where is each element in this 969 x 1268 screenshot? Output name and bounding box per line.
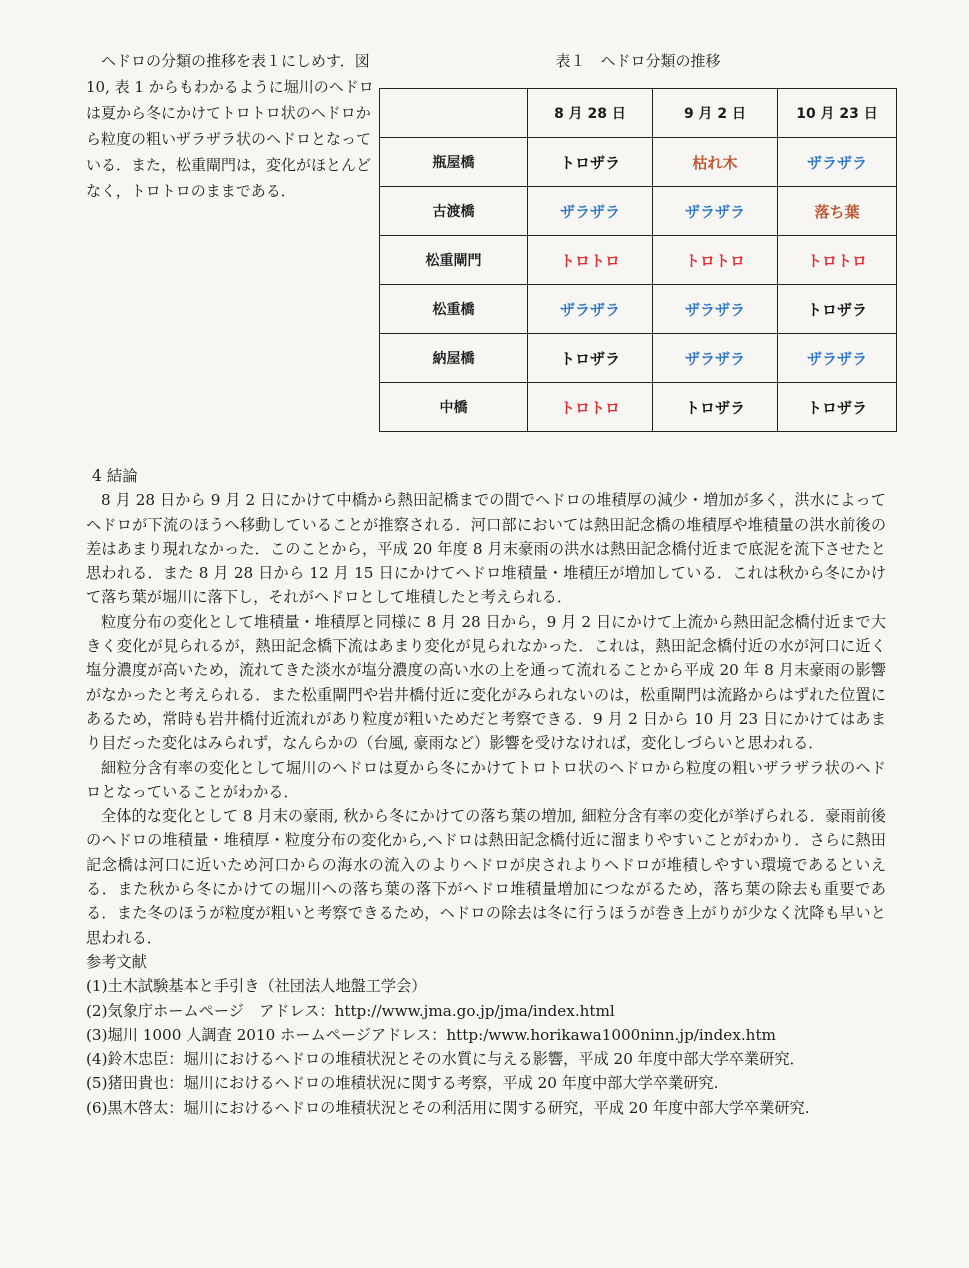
reference-item: (2)気象庁ホームページ アドレス：http://www.jma.go.jp/jma/index.html — [86, 1001, 615, 1020]
body-paragraph: 粒度分布の変化として堆積量・堆積厚と同様に 8 月 28 日から，9 月 2 日にかけて上流から熱田記念橋付近まで大きく変化が見られるが，熱田記念橋下流はあまり変化が見られなかった．これは，熱田記念橋付近の水が河口に近く塩分濃度が高いため，流れてきた淡水が塩分濃度の高い水の上を通って流れることから平成 20 年 8 月末豪雨の影響がなかったと考えられる．また松重閘門や岩井橋付近に変化がみられないのは，松重閘門は流路からはずれた位置にあるため，常時も岩井橋付近流れがあり粒度が粗いためだと考察できる．9 月 2 日から 10 月 23 日にかけてはあまり目だった変化はみられず，なんらかの（台風, 豪雨など）影響を受けなければ，変化しづらいと思われる． — [86, 612, 887, 753]
header-date: 10 月 23 日 — [778, 89, 897, 138]
table-cell: トロザラ — [528, 138, 653, 187]
row-location: 古渡橋 — [380, 187, 528, 236]
references-list — [86, 974, 886, 1120]
table-cell: トロトロ — [528, 383, 653, 432]
table-cell: ザラザラ — [778, 138, 897, 187]
table-row — [380, 138, 897, 187]
row-location: 松重閘門 — [380, 236, 528, 285]
conclusion-section — [86, 464, 886, 1120]
reference-item: (6)黒木啓太：堀川におけるヘドロの堆積状況とその利活用に関する研究，平成 20 年度中部大学卒業研究. — [86, 1098, 810, 1117]
row-location: 中橋 — [380, 383, 528, 432]
row-location: 瓶屋橋 — [380, 138, 528, 187]
reference-item: (4)鈴木忠臣：堀川におけるヘドロの堆積状況とその水質に与える影響，平成 20 年度中部大学卒業研究． — [86, 1050, 805, 1069]
body-paragraph: 8 月 28 日から 9 月 2 日にかけて中橋から熱田記橋までの間でヘドロの堆積厚の減少・増加が多く，洪水によってヘドロが下流のほうへ移動していることが推察される．河口部においては熱田記念橋の堆積厚や堆積量の洪水前後の差はあまり現れなかった．このことから，平成 20 年度 8 月末豪雨の洪水は熱田記念橋付近まで底泥を流下させたと思われる．また 8 月 28 日から 12 月 15 日にかけてヘドロ堆積量・堆積圧が増加している．これは秋から冬にかけて落ち葉が堀川に落下し，それがヘドロとして堆積したと考えられる． — [86, 491, 887, 607]
row-location: 納屋橋 — [380, 334, 528, 383]
header-date: 8 月 28 日 — [528, 89, 653, 138]
table-row — [380, 285, 897, 334]
table-row — [380, 236, 897, 285]
references-heading: 参考文献 — [86, 952, 147, 971]
table-cell: ザラザラ — [528, 187, 653, 236]
table-row — [380, 383, 897, 432]
table-cell: トロザラ — [653, 383, 778, 432]
intro-paragraph — [86, 48, 376, 204]
table-cell: トロザラ — [778, 383, 897, 432]
table-caption: 表１ ヘドロ分類の推移 — [555, 52, 721, 70]
table-row — [380, 187, 897, 236]
row-location: 松重橋 — [380, 285, 528, 334]
table-header-row — [380, 89, 897, 138]
section-heading: 4 結論 — [92, 467, 138, 485]
table-cell: ザラザラ — [653, 187, 778, 236]
body-paragraph: 全体的な変化として 8 月末の豪雨, 秋から冬にかけての落ち葉の増加, 細粒分含有率の変化が挙げられる．豪雨前後のヘドロの堆積量・堆積厚・粒度分布の変化から,ヘドロは熱田記念橋付近に溜まりやすいことがわかり．さらに熱田記念橋は河口に近いため河口からの海水の流入のよりヘドロが戻されよりヘドロが堆積しやすい環境であるといえる．また秋から冬にかけての堀川への落ち葉の落下がヘドロ堆積量増加につながるため，落ち葉の除去も重要である．また冬のほうが粒度が粗いと考察できるため，ヘドロの除去は冬に行うほうが巻き上がりが少なく沈降も早いと思われる． — [86, 807, 886, 947]
intro-text: ヘドロの分類の推移を表１にしめす．図 10, 表 1 からもわかるように堀川のヘドロは夏から冬にかけてトロトロ状のヘドロから粒度の粗いザラザラ状のヘドロとなっている．また，松重閘門は，変化がほとんどなく，トロトロのままである． — [86, 52, 374, 200]
table-cell: ザラザラ — [653, 334, 778, 383]
table-cell: ザラザラ — [653, 285, 778, 334]
body-paragraph: 細粒分含有率の変化として堀川のヘドロは夏から冬にかけてトロトロ状のヘドロから粒度の粗いザラザラ状のヘドロとなっていることがわかる． — [86, 758, 886, 801]
table-cell: ザラザラ — [778, 334, 897, 383]
table-cell: 落ち葉 — [778, 187, 897, 236]
table-cell: トロトロ — [778, 236, 897, 285]
table-cell: トロトロ — [653, 236, 778, 285]
reference-item: (3)堀川 1000 人調査 2010 ホームページアドレス：http:/www.horikawa1000ninn.jp/index.htm — [86, 1025, 776, 1044]
table-cell: トロザラ — [778, 285, 897, 334]
header-date: 9 月 2 日 — [653, 89, 778, 138]
reference-item: (5)猪田貴也：堀川におけるヘドロの堆積状況に関する考察，平成 20 年度中部大学卒業研究. — [86, 1074, 719, 1093]
classification-table — [379, 88, 897, 432]
table-cell: トロトロ — [528, 236, 653, 285]
table-cell: 枯れ木 — [653, 138, 778, 187]
corner-cell — [380, 89, 528, 138]
reference-item: (1)土木試験基本と手引き（社団法人地盤工学会） — [86, 977, 427, 996]
table-cell: ザラザラ — [528, 285, 653, 334]
table-row — [380, 334, 897, 383]
table-cell: トロザラ — [528, 334, 653, 383]
